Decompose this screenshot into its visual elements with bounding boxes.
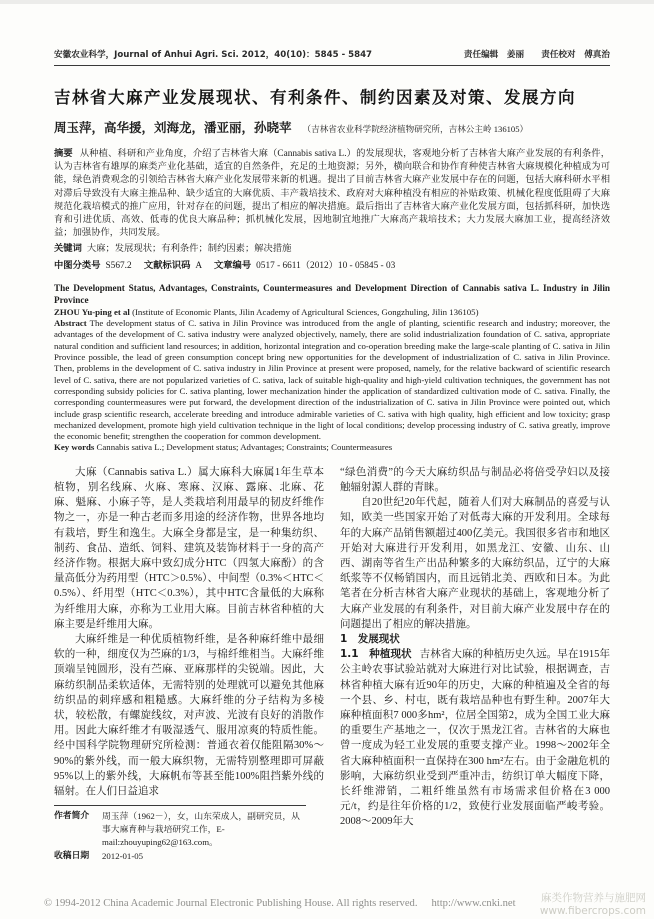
received-date-label: 收稿日期 [54, 851, 90, 862]
abstract-en-title: The Development Status, Advantages, Constraints, Countermeasures and Development Direction of Cannabis sativa L. Industry in Jilin Province [54, 282, 610, 305]
keywords-cn-label: 关键词 [54, 243, 82, 255]
abstract-cn-label: 摘要 [54, 148, 73, 159]
abstract-en-affiliation: (Institute of Economic Plants, Jilin Academy of Agricultural Sciences, Gongzhuling, Jilin 136105) [132, 306, 479, 317]
section-1-1-text: 吉林省大麻的种植历史久远。早在1915年公主岭农事试验站就对大麻进行对比试验，根据调查，吉林省种植大麻有近90年的历史，大麻的种植遍及全省的每一个县、乡、村屯，既有栽培品种也有野生种。2007年大麻种植面积7 000多hm²，位居全国第2，成为全国工业大麻的重要生产基地之一，仅次于黑龙江省。吉林省的大麻也曾一度成为轻工业发展的重要支撑产业。1998～2002年全省大麻种植面积一直保持在300 hm²左右。由于金融危机的影响，大麻纺织业受到严重冲击，纺织订单大幅度下降，长纤维滞销，二粗纤维虽然有市场需求但价格在3 000元/t，约是往年价格的1/2，致使行业发展面临严峻考验。2008～2009年大 [340, 649, 610, 828]
keywords-en-line [54, 442, 610, 453]
abstract-en-author-line [54, 307, 610, 318]
abstract-en-body [54, 318, 610, 442]
journal-citation: 安徽农业科学，Journal of Anhui Agri. Sci. 2012，40(10)：5845 - 5847 [54, 50, 373, 60]
journal-header [54, 48, 610, 60]
author-bio-label: 作者简介 [54, 811, 90, 822]
keywords-cn-text: 大麻；发展现状；有利条件；制约因素；解决措施 [86, 244, 292, 255]
author-bio-text: 周玉萍（1962－），女，山东荣成人，副研究员，从事大麻育种与栽培研究工作，E-mail:zhouyuping62@163.com。 [102, 811, 300, 847]
author-names: 周玉萍，高华援，刘海龙，潘亚丽，孙晓苹 [54, 120, 292, 135]
doc-code-label: 文献标识码 [143, 259, 191, 271]
body-paragraph-intro: 大麻（Cannabis sativa L.）属大麻科大麻属1年生草本植物，别名线麻、火麻、寒麻、汉麻、露麻、北麻、花麻、魁麻、小麻子等，是人类栽培利用最早的韧皮纤维作物之一，亦是一种古老而多用途的经济作物，世界各地均有栽培，野生和逸生。大麻全身都是宝，是一种集纺织、制药、食品、造纸、饲料、建筑及装饰材料于一身的高产经济作物。根据大麻中致幻成分HTC（四氢大麻酚）的含量高低分为药用型（HTC＞0.5%）、中间型（0.3%＜HTC＜0.5%）、纤用型（HTC＜0.3%），其中HTC含量低的大麻称为纤维用大麻，亦称为工业用大麻。目前吉林省种植的大麻主要是纤维用大麻。 [54, 466, 324, 630]
body-paragraph-fiber: 大麻纤维是一种优质植物纤维，是各种麻纤维中最细软的一种，细度仅为苎麻的1/3，与棉纤维相当。大麻纤维顶端呈钝圆形，没有苎麻、亚麻那样的尖锐端。因此，大麻纺织制品柔软适体，无需特别的处理就可以避免其他麻纺织品的刺痒感和粗糙感。大麻纤维的分子结构为多棱状，较松散，有螺旋线纹，对声波、光波有良好的消散作用。因此大麻纤维才有吸湿透气、服用凉爽的特质性能。经中国科学院物理研究所检测：普通衣着仅能阻隔30%～90%的紫外线，而一般大麻织物，无需特别整理即可屏蔽95%以上的紫外线，大麻帆布等甚至能100%阻挡紫外线的辐射。在人们日益追求 [54, 633, 324, 797]
article-no-value: 0517 - 6611（2012）10 - 05845 - 03 [256, 260, 396, 271]
editor-credits: 责任编辑 姜丽 责任校对 傅真治 [463, 50, 610, 60]
abstract-en-author: ZHOU Yu-ping et al [54, 306, 130, 317]
footer-copyright-line [44, 898, 516, 909]
received-date-row [54, 850, 306, 863]
abstract-en-text: The development status of C. sativa in Jilin Province was introduced from the angle of planting, scientific research and industry; moreover, the advantages of the development of C. sativa industry were analyzed objectively, namely, there are solid industrialization foundation of C. sativa, appropriate natural condition and sufficient land resources; in addition, horizontal integration and co-operation breeding make the large-scale planting of C. sativa in Jilin Province possible, the lead of green consumption concept bring new opportunities for the development of industrialization of C. sativa in Jilin Province. Then, problems in the development of C. sativa industry in Jilin Province at present were proposed, namely, for the relative backward of scientific research level of C. sativa, there are not popularized varieties of C. sativa, lack of suitable high-quality and high-yield cultivation techniques, the government has not corresponding subsidy policies for C. sativa planting, lower mechanization hinder the application of standardized cultivation mode of C. sativa. Finally, the corresponding countermeasures were put forward, the development direction of the industrialization of C. sativa in Jilin Province were pointed out, which include grasp scientific research, accelerate breeding and introduce admirable varieties of C. sativa with high quality, high efficient and low toxicity; grasp mechanized development, promote high yield cultivation technique in the light of local conditions; develop processing industry of C. sativa greatly, improve the economic benefit; strengthen the cooperation for common development. [54, 318, 610, 442]
clc-value: S567.2 [105, 260, 132, 271]
author-bio-row [54, 810, 306, 848]
clc-label: 中图分类号 [54, 259, 101, 271]
footnote-block [54, 805, 306, 862]
body-columns [54, 465, 610, 863]
article-no-label: 文章编号 [213, 259, 252, 271]
watermark [540, 892, 646, 918]
received-date-value: 2012-01-05 [102, 851, 144, 862]
scan-edge-artifact [0, 0, 654, 4]
body-paragraph-history: 自20世纪20年代起，随着人们对大麻制品的喜爱与认知，欧美一些国家开始了对低毒大麻的开发利用。全球每年的大麻产品销售额超过400亿美元。我国很多省市和地区开始对大麻进行开发利用，如黑龙江、安徽、山东、山西、湖南等省生产出品种繁多的大麻纺织品，辽宁的大麻纸浆等不仅畅销国内，而且远销北美、西欧和日本。为此笔者在分析吉林省大麻产业现状的基础上，客观地分析了大麻产业发展的有利条件，对目前大麻产业发展中存在的问题提出了相应的解决措施。 [340, 497, 610, 630]
doc-code-value: A [195, 260, 202, 271]
abstract-en [54, 282, 610, 454]
header-rule [54, 65, 610, 66]
section-1-heading: 1 发展现状 [340, 632, 400, 645]
keywords-cn-line [54, 242, 610, 256]
watermark-site-name: 麻类作物营养与施肥网 [541, 892, 646, 904]
paper-title: 吉林省大麻产业发展现状、有利条件、制约因素及对策、发展方向 [54, 88, 576, 107]
section-1-1-paragraph [340, 647, 610, 829]
authors-line [54, 118, 610, 136]
footer-url: http://www.cnki.net [431, 898, 516, 909]
abstract-en-label: Abstract [54, 318, 87, 329]
body-paragraph-continuation: “绿色消费”的今天大麻纺织品与制品必将倍受孕妇以及接触辐射源人群的青睐。 [340, 466, 610, 493]
section-1-1-label: 1.1 种植现状 [340, 648, 412, 661]
keywords-en-label: Key words [54, 442, 95, 453]
right-column [340, 465, 610, 863]
author-affiliation: （吉林省农业科学院经济植物研究所，吉林公主岭 136105） [302, 124, 529, 134]
keywords-en-text: Cannabis sativa L.; Development status; Advantages; Constraints; Countermeasures [96, 442, 393, 453]
abstract-cn-text: 从种植、科研和产业角度，介绍了吉林省大麻（Cannabis sativa L.）的发展现状，客观地分析了吉林省大麻产业发展的有利条件，认为吉林省有雄厚的麻类产业化基础，适宜的自然条件，充足的土地资源；另外，横向联合和协作育种使吉林省大麻规模化种植成为可能，绿色消费观念的引领给吉林省大麻产业化发展带来新的机遇。提出了目前吉林省大麻产业发展中存在的问题，包括大麻科研水平相对滞后导致没有大麻主推品种、缺少适宜的大麻优质、丰产栽培技术、政府对大麻种植没有相应的补贴政策、机械化程度低阻碍了大麻规范化栽培模式的推广应用，针对存在的问题，提出了相应的解决措施。最后指出了吉林省大麻产业化发展方面，包括抓科研，加快选育和引进优质、高效、低毒的优良大麻品种；抓机械化发展，因地制宜地推广大麻高产栽培技术；大力发展大麻加工业，提高经济效益；加强协作，共同发展。 [54, 149, 610, 239]
classification-line [54, 259, 610, 273]
watermark-site-url: www.fibercrops.com [539, 905, 646, 917]
footer-copyright: © 1994-2012 China Academic Journal Electronic Publishing House. All rights reserved. [44, 898, 418, 909]
abstract-cn [54, 147, 610, 273]
left-column [54, 465, 324, 863]
